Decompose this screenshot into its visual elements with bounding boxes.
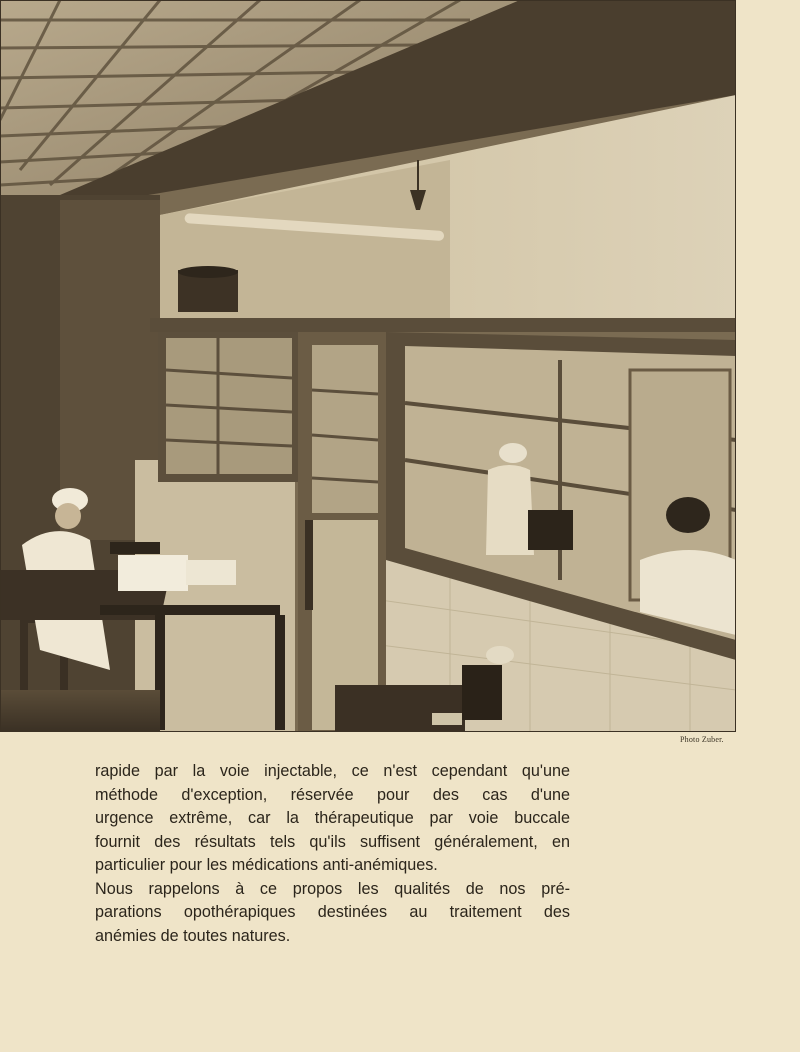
photo-credit: Photo Zuber. bbox=[680, 735, 724, 744]
text-line: Nous rappelons à ce propos les qualités de nos pré- bbox=[95, 879, 570, 898]
text-line: anémies de toutes natures. bbox=[95, 926, 291, 945]
article-paragraph bbox=[95, 760, 570, 878]
text-line: particulier pour les médications anti-anémiques. bbox=[95, 856, 438, 874]
text-line: rapide par la voie injectable, ce n'est cependant qu'une bbox=[95, 762, 570, 780]
text-line: méthode d'exception, réservée pour des cas d'une bbox=[95, 785, 570, 804]
article-body bbox=[95, 760, 570, 948]
text-line: urgence extrême, car la thérapeutique par voie buccale bbox=[95, 809, 570, 827]
text-line: parations opothérapiques destinées au traitement des bbox=[95, 903, 570, 921]
article-paragraph bbox=[95, 878, 570, 949]
text-line: fournit des résultats tels qu'ils suffisent généralement, en bbox=[95, 832, 570, 851]
